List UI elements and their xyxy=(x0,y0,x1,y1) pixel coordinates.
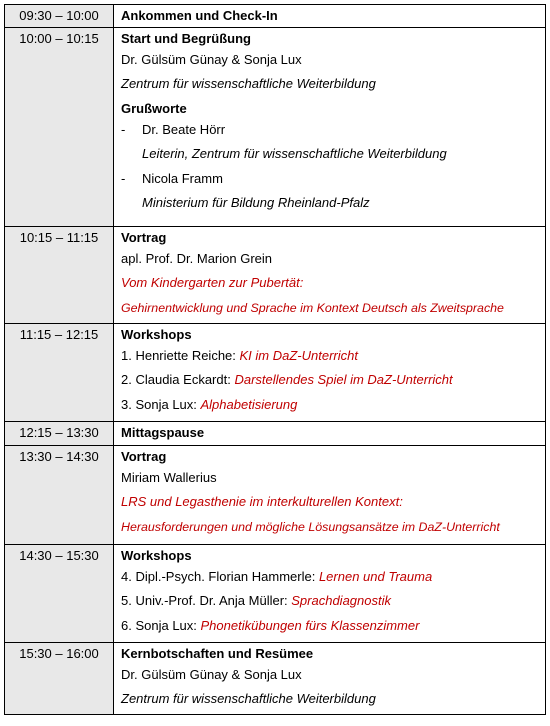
greeting-role: Leiterin, Zentrum für wissenschaftliche Weiterbildung xyxy=(142,146,447,162)
workshop-topic: Phonetikübungen fürs Klassenzimmer xyxy=(200,617,420,633)
greeting-person: Dr. Beate Hörr xyxy=(142,121,226,137)
time-slot: 11:15 – 12:15 xyxy=(5,324,114,422)
workshop-item xyxy=(121,589,539,613)
schedule-table xyxy=(4,4,546,715)
workshop-presenter: 3. Sonja Lux: xyxy=(121,396,201,412)
speaker-affiliation: Zentrum für wissenschaftliche Weiterbildung xyxy=(121,691,376,707)
workshop-item xyxy=(121,393,539,417)
speaker-names: Dr. Gülsüm Günay & Sonja Lux xyxy=(121,52,302,67)
list-dash: - xyxy=(121,121,126,137)
time-slot: 15:30 – 16:00 xyxy=(5,643,114,715)
schedule-row xyxy=(5,227,546,324)
time-slot: 13:30 – 14:30 xyxy=(5,446,114,545)
session-heading: Workshops xyxy=(121,548,192,563)
workshop-presenter: 2. Claudia Eckardt: xyxy=(121,372,235,388)
greeting-role: Ministerium für Bildung Rheinland-Pfalz xyxy=(142,195,370,211)
session-cell xyxy=(114,324,546,422)
session-cell xyxy=(114,643,546,715)
time-slot: 09:30 – 10:00 xyxy=(5,5,114,28)
workshop-presenter: 4. Dipl.-Psych. Florian Hammerle: xyxy=(121,569,319,584)
list-dash: - xyxy=(121,170,126,186)
schedule-row xyxy=(5,545,546,643)
time-slot: 10:00 – 10:15 xyxy=(5,28,114,227)
greeting-name xyxy=(121,167,539,191)
time-slot: 14:30 – 15:30 xyxy=(5,545,114,643)
workshop-presenter: 1. Henriette Reiche: xyxy=(121,348,240,363)
workshop-topic: Lernen und Trauma xyxy=(318,569,433,584)
workshop-topic: Alphabetisierung xyxy=(200,396,298,412)
workshop-item xyxy=(121,614,539,638)
speaker-name: Miriam Wallerius xyxy=(121,470,217,485)
schedule-row xyxy=(5,446,546,545)
speaker-affiliation: Zentrum für wissenschaftliche Weiterbildung xyxy=(121,76,376,92)
schedule-row xyxy=(5,422,546,446)
session-cell xyxy=(114,227,546,324)
workshop-presenter: 5. Univ.-Prof. Dr. Anja Müller: xyxy=(121,593,292,609)
session-subheading: Grußworte xyxy=(121,100,187,116)
session-cell xyxy=(114,446,546,545)
talk-subtitle: Herausforderungen und mögliche Lösungsansätze im DaZ-Unterricht xyxy=(121,519,500,534)
session-heading: Start und Begrüßung xyxy=(121,31,251,46)
workshop-topic: Darstellendes Spiel im DaZ-Unterricht xyxy=(234,372,453,388)
talk-title: LRS und Legasthenie im interkulturellen Kontext: xyxy=(121,494,403,510)
workshop-item xyxy=(121,565,539,589)
workshop-presenter: 6. Sonja Lux: xyxy=(121,617,201,633)
schedule-row xyxy=(5,324,546,422)
session-cell xyxy=(114,545,546,643)
session-cell xyxy=(114,422,546,446)
time-slot: 10:15 – 11:15 xyxy=(5,227,114,324)
speaker-name: apl. Prof. Dr. Marion Grein xyxy=(121,251,272,266)
speaker-names: Dr. Gülsüm Günay & Sonja Lux xyxy=(121,667,302,682)
session-heading: Mittagspause xyxy=(121,425,205,440)
schedule-row xyxy=(5,28,546,227)
session-cell xyxy=(114,5,546,28)
greeting-person: Nicola Framm xyxy=(142,170,223,186)
talk-subtitle: Gehirnentwicklung und Sprache im Kontext Deutsch als Zweitsprache xyxy=(121,300,504,315)
workshop-item xyxy=(121,344,539,368)
session-heading: Vortrag xyxy=(121,449,167,464)
time-slot: 12:15 – 13:30 xyxy=(5,422,114,446)
workshop-topic: Sprachdiagnostik xyxy=(291,593,391,609)
schedule-row xyxy=(5,643,546,715)
session-cell xyxy=(114,28,546,227)
talk-title: Vom Kindergarten zur Pubertät: xyxy=(121,275,304,291)
session-heading: Ankommen und Check-In xyxy=(121,8,278,23)
greeting-name xyxy=(121,118,539,142)
session-heading: Vortrag xyxy=(121,230,167,245)
session-heading: Workshops xyxy=(121,327,192,342)
session-heading: Kernbotschaften und Resümee xyxy=(121,646,314,661)
schedule-row xyxy=(5,5,546,28)
workshop-item xyxy=(121,368,539,392)
workshop-topic: KI im DaZ-Unterricht xyxy=(239,348,358,363)
